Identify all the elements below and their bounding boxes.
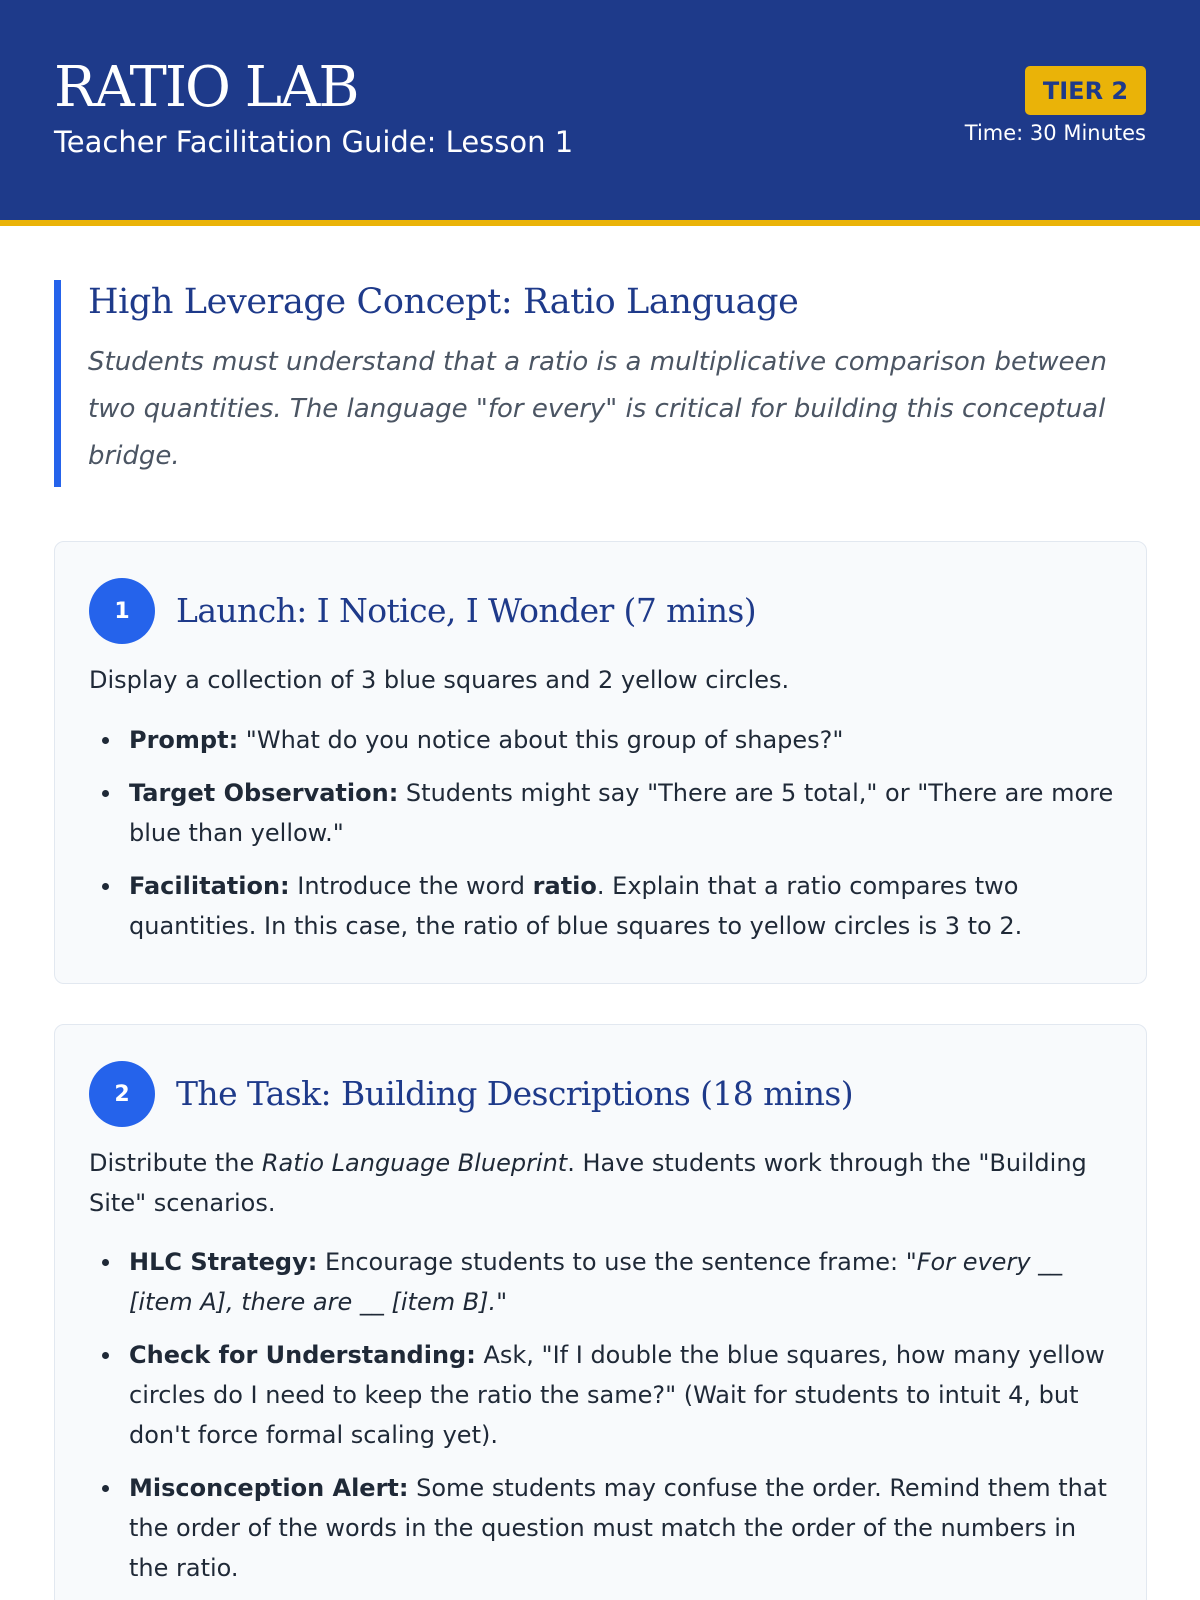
intro-text: . Have students work through the "Building Site" scenarios. bbox=[89, 1149, 1087, 1217]
item-text: Students might say "There are 5 total," or "There are more blue than yellow." bbox=[129, 779, 1114, 847]
page-header bbox=[0, 0, 1200, 226]
item-label: Misconception Alert: bbox=[129, 1474, 409, 1502]
step-number-badge: 2 bbox=[89, 1061, 155, 1127]
item-text: Some students may confuse the order. Remind them that the order of the words in the question must match the order of the numbers in the ratio. bbox=[129, 1474, 1107, 1582]
item-label: Target Observation: bbox=[129, 779, 399, 807]
sentence-frame: "For every __ [item A], there are __ [item B]." bbox=[129, 1248, 1063, 1316]
list-item bbox=[89, 1335, 1119, 1455]
step-card-launch bbox=[54, 541, 1147, 984]
list-item bbox=[89, 1468, 1119, 1588]
step-number-badge: 1 bbox=[89, 578, 155, 644]
step-bullet-list bbox=[89, 720, 1119, 959]
item-label: Check for Understanding: bbox=[129, 1341, 476, 1369]
step-header bbox=[89, 1061, 853, 1127]
concept-title: High Leverage Concept: Ratio Language bbox=[88, 282, 799, 322]
item-label: HLC Strategy: bbox=[129, 1248, 318, 1276]
step-title: Launch: I Notice, I Wonder (7 mins) bbox=[176, 591, 757, 630]
tier-badge: TIER 2 bbox=[1025, 66, 1146, 115]
step-intro bbox=[89, 1143, 1119, 1223]
concept-body: Students must understand that a ratio is a multiplicative comparison between two quantities. The language "for every" is critical for building this conceptual bridge. bbox=[88, 347, 1107, 471]
step-intro: Display a collection of 3 blue squares and 2 yellow circles. bbox=[89, 666, 790, 694]
intro-emphasis: Ratio Language Blueprint bbox=[261, 1149, 568, 1177]
list-item bbox=[89, 773, 1119, 853]
step-bullet-list bbox=[89, 1242, 1119, 1600]
step-title: The Task: Building Descriptions (18 mins) bbox=[176, 1074, 853, 1113]
guide-subtitle: Teacher Facilitation Guide: Lesson 1 bbox=[54, 125, 574, 159]
item-text: "What do you notice about this group of shapes?" bbox=[238, 726, 844, 754]
list-item bbox=[89, 866, 1119, 946]
item-label: Facilitation: bbox=[129, 872, 290, 900]
item-label: Prompt: bbox=[129, 726, 239, 754]
list-item bbox=[89, 720, 1119, 760]
list-item bbox=[89, 1242, 1119, 1322]
item-text: Encourage students to use the sentence frame: bbox=[317, 1248, 906, 1276]
concept-callout bbox=[54, 280, 1146, 487]
time-label: Time: 30 Minutes bbox=[964, 121, 1146, 145]
step-card-task bbox=[54, 1024, 1147, 1600]
item-text: . Explain that a ratio compares two quantities. In this case, the ratio of blue squares to yellow circles is 3 to 2. bbox=[129, 872, 1023, 940]
item-text: Ask, "If I double the blue squares, how many yellow circles do I need to keep the ratio the same?" (Wait for students to intuit 4, but don't force formal scaling yet). bbox=[129, 1341, 1105, 1449]
item-text: Introduce the word bbox=[289, 872, 533, 900]
intro-text: Distribute the bbox=[89, 1149, 262, 1177]
item-emphasis: ratio bbox=[532, 872, 597, 900]
brand-title: RATIO LAB bbox=[54, 55, 358, 120]
step-header bbox=[89, 578, 756, 644]
